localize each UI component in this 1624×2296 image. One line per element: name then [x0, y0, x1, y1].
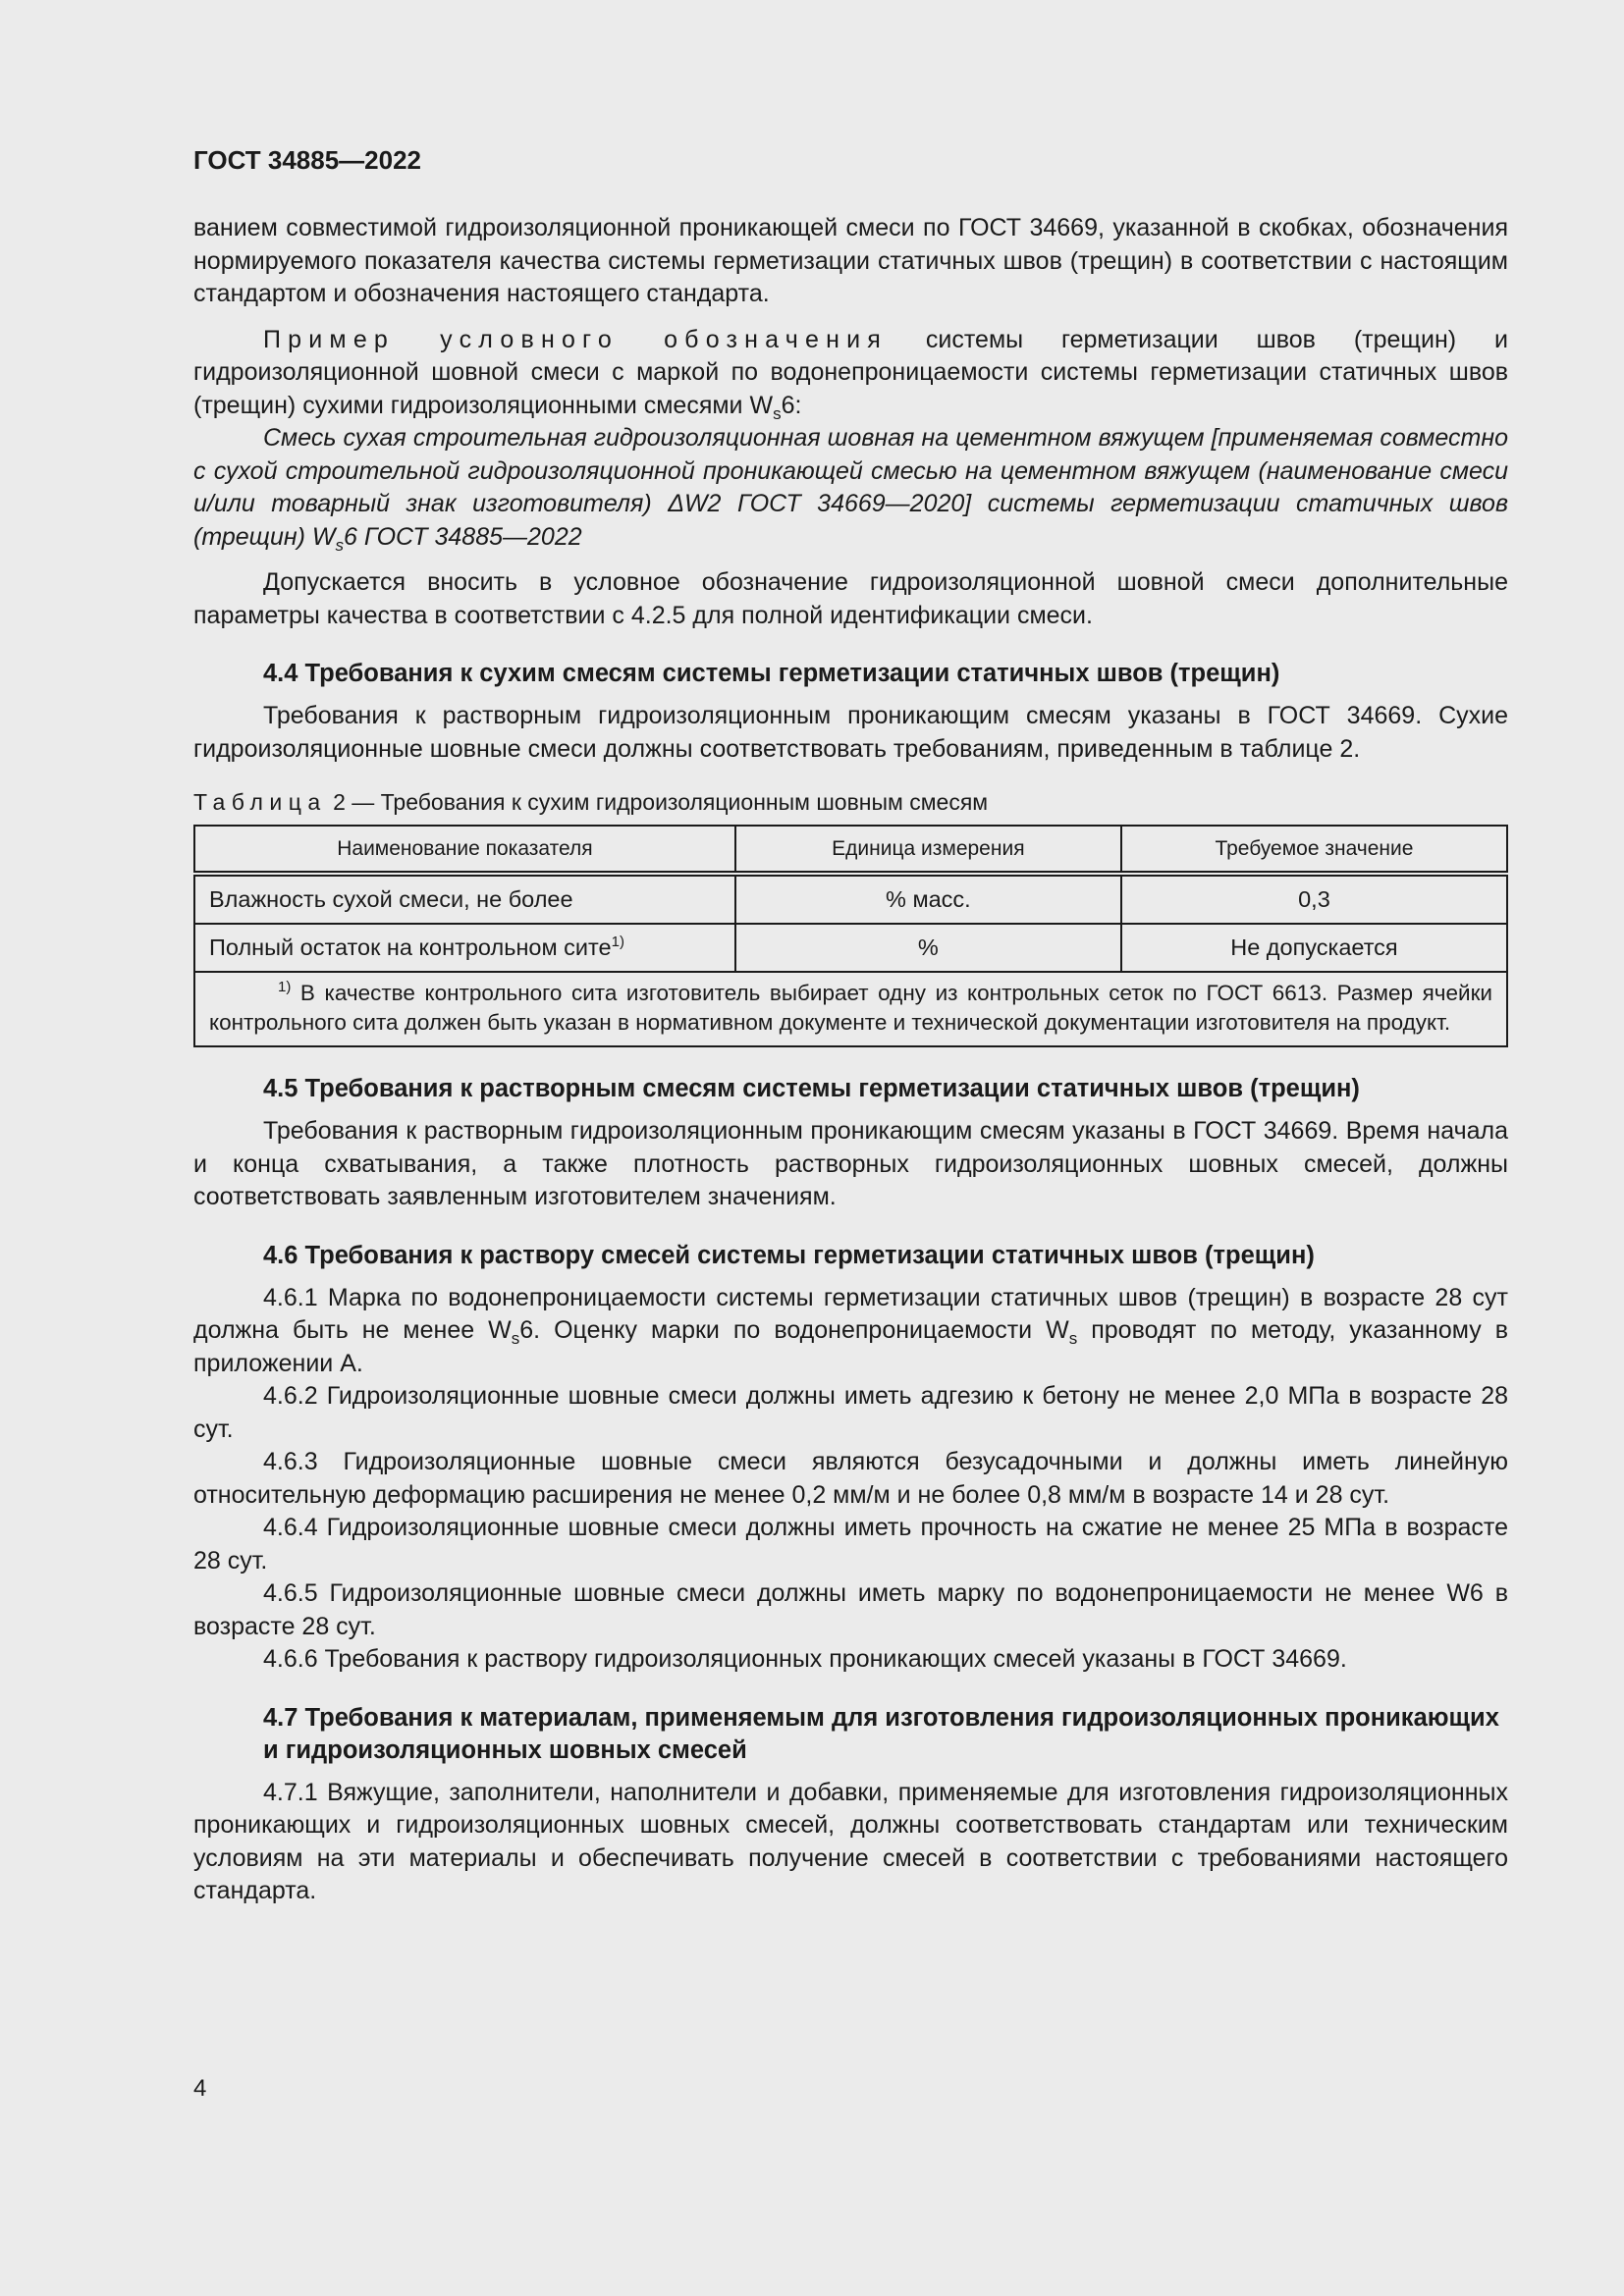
example-label: Пример условного обозначения — [263, 325, 888, 353]
table-cell-name — [194, 924, 735, 972]
clause-4-6-6: 4.6.6 Требования к раствору гидроизоляционных проникающих смесей указаны в ГОСТ 34669. — [263, 1645, 1347, 1673]
example-designation-subscript: s — [335, 535, 344, 555]
document-code-header: ГОСТ 34885—2022 — [193, 145, 421, 175]
table-cell-value: Не допускается — [1121, 924, 1507, 972]
table-header-cell: Наименование показателя — [194, 826, 735, 874]
footnote-reference: 1) — [611, 933, 624, 950]
section-4-4-paragraph: Требования к растворным гидроизоляционным проникающим смесям указаны в ГОСТ 34669. Сухие гидроизоляционные шовные смеси должны соответствовать требованиям, приведенным в таблице 2. — [193, 702, 1508, 763]
example-text-end: 6: — [781, 391, 802, 419]
table-footnote — [194, 972, 1507, 1046]
clause-4-6-1-subscript: s — [511, 1329, 520, 1348]
clause-4-6-1-text-b: 6. Оценку марки по водонепроницаемости W — [519, 1316, 1069, 1344]
clause-4-6-2: 4.6.2 Гидроизоляционные шовные смеси должны иметь адгезию к бетону не менее 2,0 МПа в возрасте 28 сут. — [193, 1382, 1508, 1443]
clause-4-6-4: 4.6.4 Гидроизоляционные шовные смеси должны иметь прочность на сжатие не менее 25 МПа в возрасте 28 сут. — [193, 1514, 1508, 1575]
table-cell-value: 0,3 — [1121, 874, 1507, 924]
clause-4-6-3: 4.6.3 Гидроизоляционные шовные смеси являются безусадочными и должны иметь линейную относительную деформацию расширения не менее 0,2 мм/м и не более 0,8 мм/м в возрасте 14 и 28 сут. — [193, 1448, 1508, 1509]
section-4-7-title: 4.7 Требования к материалам, применяемым для изготовления гидроизоляционных проникающих и гидроизоляционных шовных смесей — [263, 1703, 1499, 1764]
clause-4-6-1 — [193, 1282, 1508, 1381]
clause-4-6-1-subscript: s — [1068, 1329, 1078, 1348]
table-cell-unit: % масс. — [735, 874, 1121, 924]
footnote-indent — [209, 981, 278, 1005]
table-cell-name-text: Полный остаток на контрольном сите — [209, 934, 612, 960]
example-designation-end: 6 ГОСТ 34885—2022 — [343, 522, 582, 551]
table-header-cell: Единица измерения — [735, 826, 1121, 874]
example-subscript: s — [773, 403, 782, 423]
table-cell-unit: % — [735, 924, 1121, 972]
table-footnote-row — [194, 972, 1507, 1046]
table-caption-label: Таблица — [193, 789, 327, 815]
example-text: системы герметизации швов (трещин) и гидроизоляционной шовной смеси с маркой по водонепроницаемости системы герметизации статичных швов (трещин) сухими гидроизоляционными смесями W — [193, 325, 1508, 419]
table-header-cell: Требуемое значение — [1121, 826, 1507, 874]
example-designation-text: Смесь сухая строительная гидроизоляционная шовная на цементном вяжущем [применяемая совместно с сухой строительной гидроизоляционной проникающей смесью на цементном вяжущем (наименование смеси и/или товарный знак изготовителя) ΔW2 ГОСТ 34669—2020] системы герметизации статичных швов (трещин) W — [193, 424, 1508, 551]
requirements-table — [193, 825, 1508, 1047]
table-caption — [193, 787, 1508, 817]
additional-params-paragraph: Допускается вносить в условное обозначение гидроизоляционной шовной смеси дополнительные параметры качества в соответствии с 4.2.5 для полной идентификации смеси. — [193, 568, 1508, 629]
table-header-row — [194, 826, 1507, 874]
page-number: 4 — [193, 2075, 207, 2102]
section-4-5-paragraph: Требования к растворным гидроизоляционным проникающим смесям указаны в ГОСТ 34669. Время начала и конца схватывания, а также плотность растворных гидроизоляционных шовных смесей, должны соответствовать заявленным изготовителем значениям. — [193, 1117, 1508, 1210]
section-4-5-title: 4.5 Требования к растворным смесям системы герметизации статичных швов (трещин) — [263, 1075, 1360, 1102]
page-content — [193, 145, 1508, 1908]
example-designation — [193, 422, 1508, 554]
clause-4-6-5: 4.6.5 Гидроизоляционные шовные смеси должны иметь марку по водонепроницаемости не менее W6 в возрасте 28 сут. — [193, 1579, 1508, 1640]
table-row — [194, 924, 1507, 972]
clause-4-6-1-text-a: 4.6.1 Марка по водонепроницаемости системы герметизации статичных швов (трещин) в возрасте 28 сут должна быть не менее W — [193, 1283, 1508, 1344]
intro-paragraph: ванием совместимой гидроизоляционной проникающей смеси по ГОСТ 34669, указанной в скобках, обозначения нормируемого показателя качества системы герметизации статичных швов (трещин) в соответствии с настоящим стандартом и обозначения настоящего стандарта. — [193, 214, 1508, 307]
table-cell-name: Влажность сухой смеси, не более — [194, 874, 735, 924]
footnote-text: В качестве контрольного сита изготовитель выбирает одну из контрольных сеток по ГОСТ 6613. Размер ячейки контрольного сита должен быть указан в нормативном документе и технической документации изготовителя на продукт. — [209, 981, 1492, 1035]
clause-4-6-1-text-c: проводят по методу, указанному в приложении А. — [193, 1316, 1508, 1377]
section-4-6-title: 4.6 Требования к раствору смесей системы герметизации статичных швов (трещин) — [263, 1241, 1315, 1269]
table-row — [194, 874, 1507, 924]
section-4-4-title: 4.4 Требования к сухим смесям системы герметизации статичных швов (трещин) — [263, 660, 1280, 687]
clause-4-7-1: 4.7.1 Вяжущие, заполнители, наполнители и добавки, применяемые для изготовления гидроизоляционных проникающих и гидроизоляционных шовных смесей, должны соответствовать стандартам или техническим условиям на эти материалы и обеспечивать получение смесей в соответствии с требованиями настоящего стандарта. — [193, 1778, 1508, 1904]
table-caption-text: 2 — Требования к сухим гидроизоляционным шовным смесям — [326, 789, 989, 815]
example-paragraph — [193, 324, 1508, 423]
footnote-mark: 1) — [278, 979, 292, 995]
